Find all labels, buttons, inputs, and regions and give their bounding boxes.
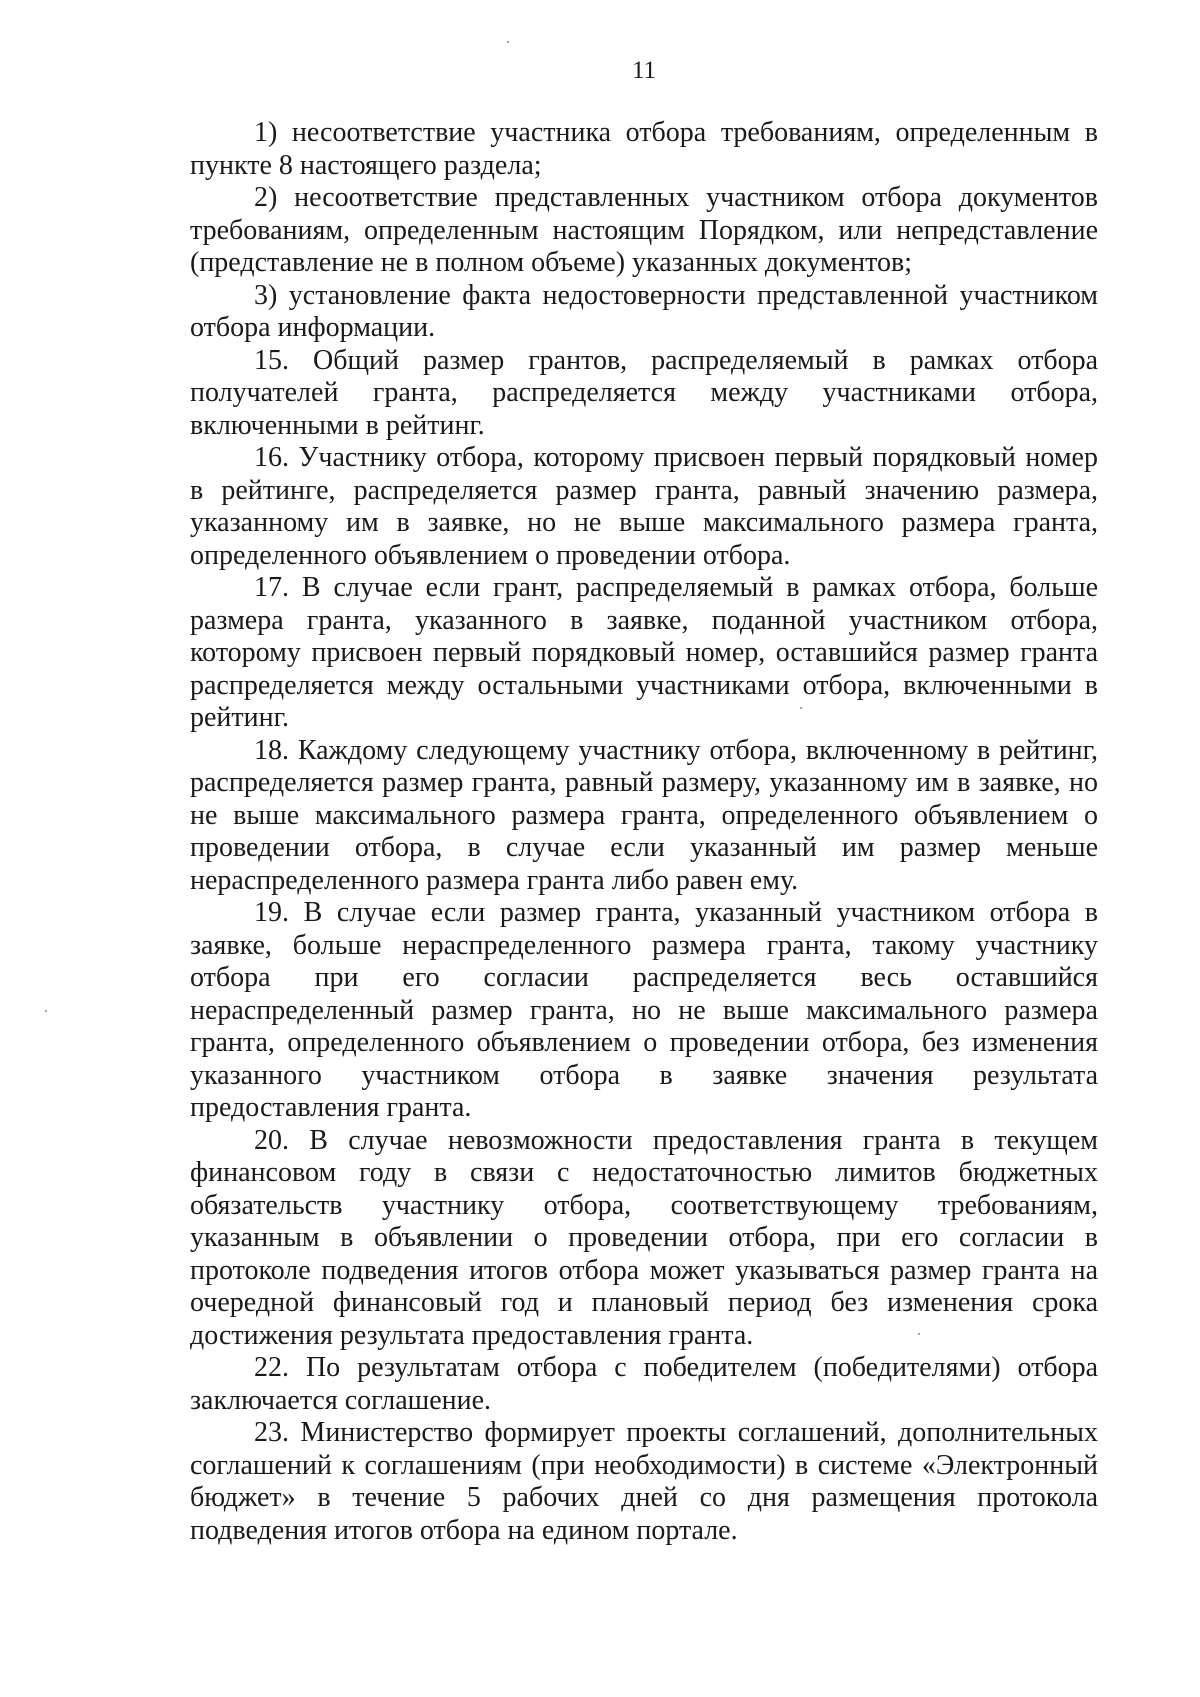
document-body (190, 117, 1098, 1547)
paragraph-18: 18. Каждому следующему участнику отбора, включенному в рейтинг, распределяется размер гранта, равный размеру, указанному им в заявке, но не выше максимального размера гранта, определенного объявлением о проведении отбора, в случае если указанный им размер меньше нераспределенного размера гранта либо равен ему. (190, 734, 1098, 896)
paragraph-17: 17. В случае если грант, распределяемый в рамках отбора, больше размера гранта, указанного в заявке, поданной участником отбора, которому присвоен первый порядковый номер, оставшийся размер гранта распределяется между остальными участниками отбора, включенными в рейтинг. (190, 572, 1098, 733)
paragraph-item-3: 3) установление факта недостоверности представленной участником отбора информации. (190, 279, 1098, 343)
page-number: 11 (631, 57, 657, 84)
scan-speck (800, 707, 802, 709)
paragraph-item-1: 1) несоответствие участника отбора требованиям, определенным в пункте 8 настоящего раздела; (190, 117, 1098, 181)
paragraph-23: 23. Министерство формирует проекты соглашений, дополнительных соглашений к соглашениям (при необходимости) в системе «Электронный бюджет» в течение 5 рабочих дней со дня размещения протокола подведения итогов отбора на едином портале. (190, 1417, 1098, 1546)
paragraph-22: 22. По результатам отбора с победителем (победителями) отбора заключается соглашение. (190, 1352, 1098, 1416)
scan-speck (45, 1010, 47, 1012)
scan-speck (918, 1333, 920, 1335)
paragraph-16: 16. Участнику отбора, которому присвоен первый порядковый номер в рейтинге, распределяется размер гранта, равный значению размера, указанному им в заявке, но не выше максимального размера гранта, определенного объявлением о проведении отбора. (190, 442, 1098, 571)
paragraph-20: 20. В случае невозможности предоставления гранта в текущем финансовом году в связи с недостаточностью лимитов бюджетных обязательств участнику отбора, соответствующему требованиям, указанным в объявлении о проведении отбора, при его согласии в протоколе подведения итогов отбора может указываться размер гранта на очередной финансовый год и плановый период без изменения срока достижения результата предоставления гранта. (190, 1124, 1098, 1351)
paragraph-15: 15. Общий размер грантов, распределяемый в рамках отбора получателей гранта, распределяется между участниками отбора, включенными в рейтинг. (190, 344, 1098, 441)
paragraph-19: 19. В случае если размер гранта, указанный участником отбора в заявке, больше нераспределенного размера гранта, такому участнику отбора при его согласии распределяется весь оставшийся нераспределенный размер гранта, но не выше максимального размера гранта, определенного объявлением о проведении отбора, без изменения указанного участником отбора в заявке значения результата предоставления гранта. (190, 897, 1098, 1123)
scan-speck (507, 41, 509, 43)
paragraph-item-2: 2) несоответствие представленных участником отбора документов требованиям, определенным настоящим Порядком, или непредставление (представление не в полном объеме) указанных документов; (190, 182, 1098, 278)
